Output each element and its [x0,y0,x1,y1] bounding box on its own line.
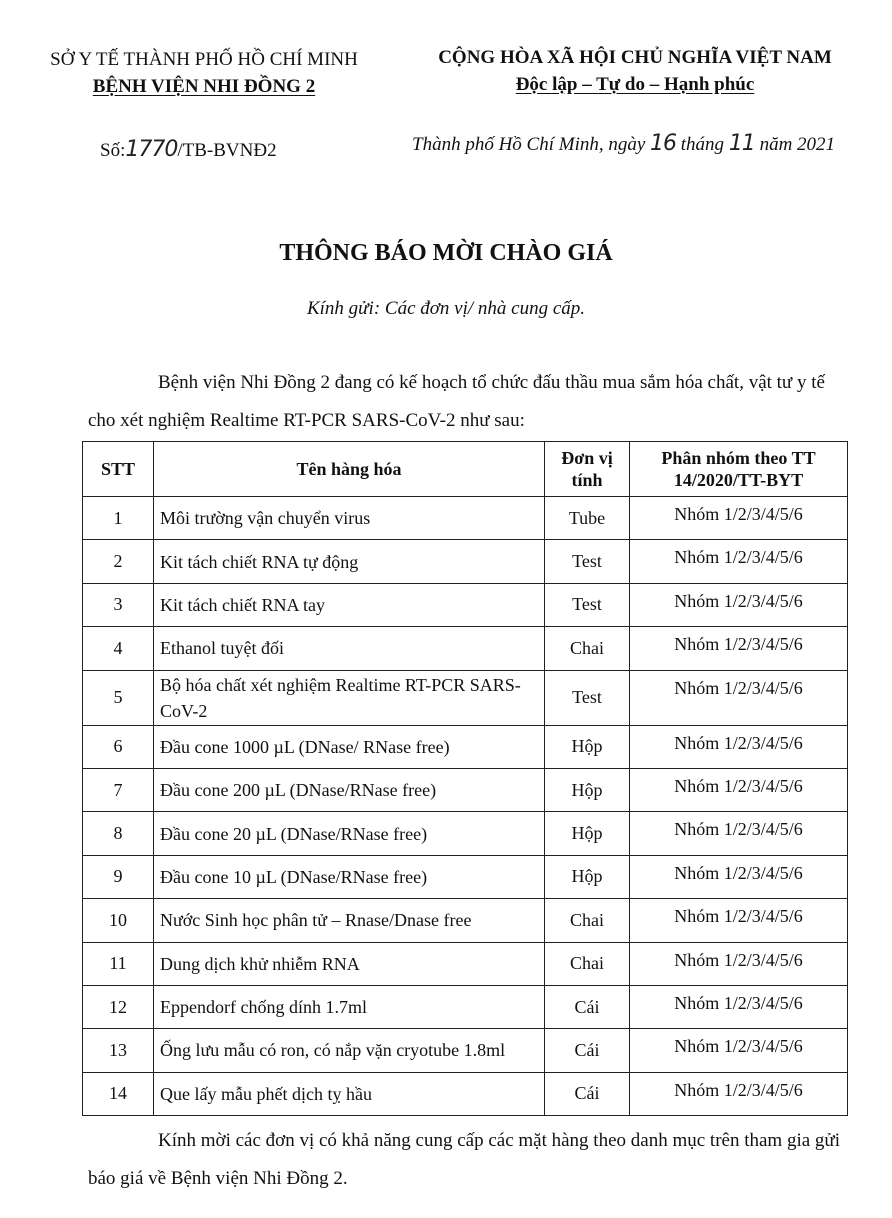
row-item-name: Đầu cone 200 µL (DNase/RNase free) [154,768,545,811]
row-item-name: Eppendorf chống dính 1.7ml [154,985,545,1028]
row-group: Nhóm 1/2/3/4/5/6 [630,768,848,811]
month-label: tháng [680,134,725,155]
table-body [83,497,848,1116]
nation-title: CỘNG HÒA XÃ HỘI CHỦ NGHĨA VIỆT NAM [438,47,832,68]
table-row [83,768,848,811]
header-stt: STT [83,442,154,497]
row-unit: Hộp [545,768,630,811]
table-row [83,540,848,583]
row-group: Nhóm 1/2/3/4/5/6 [630,497,848,540]
row-item-name: Kit tách chiết RNA tự động [154,540,545,583]
row-stt: 13 [83,1029,154,1072]
row-item-name: Môi trường vận chuyển virus [154,497,545,540]
row-item-name: Dung dịch khử nhiễm RNA [154,942,545,985]
row-stt: 1 [83,497,154,540]
row-stt: 11 [83,942,154,985]
row-group: Nhóm 1/2/3/4/5/6 [630,670,848,725]
row-group: Nhóm 1/2/3/4/5/6 [630,725,848,768]
issuer-block [16,46,392,100]
row-item-name: Nước Sinh học phân tử – Rnase/Dnase free [154,899,545,942]
hospital-name: BỆNH VIỆN NHI ĐỒNG 2 [92,76,316,97]
row-item-name: Đầu cone 1000 µL (DNase/ RNase free) [154,725,545,768]
row-unit: Test [545,583,630,626]
row-stt: 6 [83,725,154,768]
row-group: Nhóm 1/2/3/4/5/6 [630,942,848,985]
row-group: Nhóm 1/2/3/4/5/6 [630,540,848,583]
table-row [83,1072,848,1115]
handwritten-day: 16 [650,131,677,156]
agency-name: SỞ Y TẾ THÀNH PHỐ HỒ CHÍ MINH [50,49,358,70]
document-number [100,137,277,162]
national-header [400,44,870,98]
table-row [83,899,848,942]
row-item-name: Ống lưu mẫu có ron, có nắp vặn cryotube 1.8ml [154,1029,545,1072]
handwritten-month: 11 [728,131,755,156]
table-row [83,1029,848,1072]
number-prefix: Số: [100,140,126,161]
table-header-row [83,442,848,497]
date-line [412,131,835,156]
row-unit: Hộp [545,812,630,855]
number-suffix: /TB-BVNĐ2 [177,140,277,161]
row-group: Nhóm 1/2/3/4/5/6 [630,1072,848,1115]
row-item-name: Ethanol tuyệt đối [154,627,545,670]
row-item-name: Kit tách chiết RNA tay [154,583,545,626]
row-stt: 9 [83,855,154,898]
row-unit: Hộp [545,855,630,898]
header-unit: Đơn vị tính [545,442,630,497]
row-unit: Hộp [545,725,630,768]
row-group: Nhóm 1/2/3/4/5/6 [630,627,848,670]
row-stt: 5 [83,670,154,725]
row-unit: Chai [545,899,630,942]
table-row [83,725,848,768]
table-row [83,942,848,985]
goods-table [82,441,848,1116]
row-item-name: Bộ hóa chất xét nghiệm Realtime RT-PCR SARS-CoV-2 [154,670,545,725]
row-item-name: Đầu cone 10 µL (DNase/RNase free) [154,855,545,898]
row-unit: Cái [545,985,630,1028]
row-group: Nhóm 1/2/3/4/5/6 [630,812,848,855]
row-group: Nhóm 1/2/3/4/5/6 [630,583,848,626]
intro-paragraph [88,364,840,440]
table-row [83,497,848,540]
row-group: Nhóm 1/2/3/4/5/6 [630,855,848,898]
row-unit: Cái [545,1072,630,1115]
table-row [83,855,848,898]
row-unit: Chai [545,942,630,985]
closing-text: Kính mời các đơn vị có khả năng cung cấp các mặt hàng theo danh mục trên tham gia gửi báo giá về Bệnh viện Nhi Đồng 2. [88,1130,840,1189]
table-row [83,985,848,1028]
row-stt: 7 [83,768,154,811]
greeting: Kính gửi: Các đơn vị/ nhà cung cấp. [306,298,586,319]
row-stt: 3 [83,583,154,626]
table-row [83,583,848,626]
row-unit: Test [545,540,630,583]
handwritten-number: 1770 [125,137,178,162]
row-stt: 2 [83,540,154,583]
row-group: Nhóm 1/2/3/4/5/6 [630,899,848,942]
motto: Độc lập – Tự do – Hạnh phúc [515,74,755,95]
row-item-name: Đầu cone 20 µL (DNase/RNase free) [154,812,545,855]
document-title: THÔNG BÁO MỜI CHÀO GIÁ [279,240,613,266]
row-stt: 10 [83,899,154,942]
table-row [83,812,848,855]
date-prefix: Thành phố Hồ Chí Minh, ngày [412,134,646,155]
row-group: Nhóm 1/2/3/4/5/6 [630,1029,848,1072]
table-row [83,670,848,725]
header-item-name: Tên hàng hóa [154,442,545,497]
table-row [83,627,848,670]
row-stt: 4 [83,627,154,670]
year-text: năm 2021 [759,134,836,155]
row-group: Nhóm 1/2/3/4/5/6 [630,985,848,1028]
closing-paragraph [88,1122,840,1198]
row-unit: Chai [545,627,630,670]
row-unit: Tube [545,497,630,540]
row-unit: Cái [545,1029,630,1072]
row-stt: 8 [83,812,154,855]
row-stt: 12 [83,985,154,1028]
row-stt: 14 [83,1072,154,1115]
row-item-name: Que lấy mẫu phết dịch tỵ hầu [154,1072,545,1115]
header-group: Phân nhóm theo TT 14/2020/TT-BYT [630,442,848,497]
row-unit: Test [545,670,630,725]
intro-text: Bệnh viện Nhi Đồng 2 đang có kế hoạch tổ chức đấu thầu mua sắm hóa chất, vật tư y tế cho xét nghiệm Realtime RT-PCR SARS-CoV-2 như sau: [88,372,825,431]
